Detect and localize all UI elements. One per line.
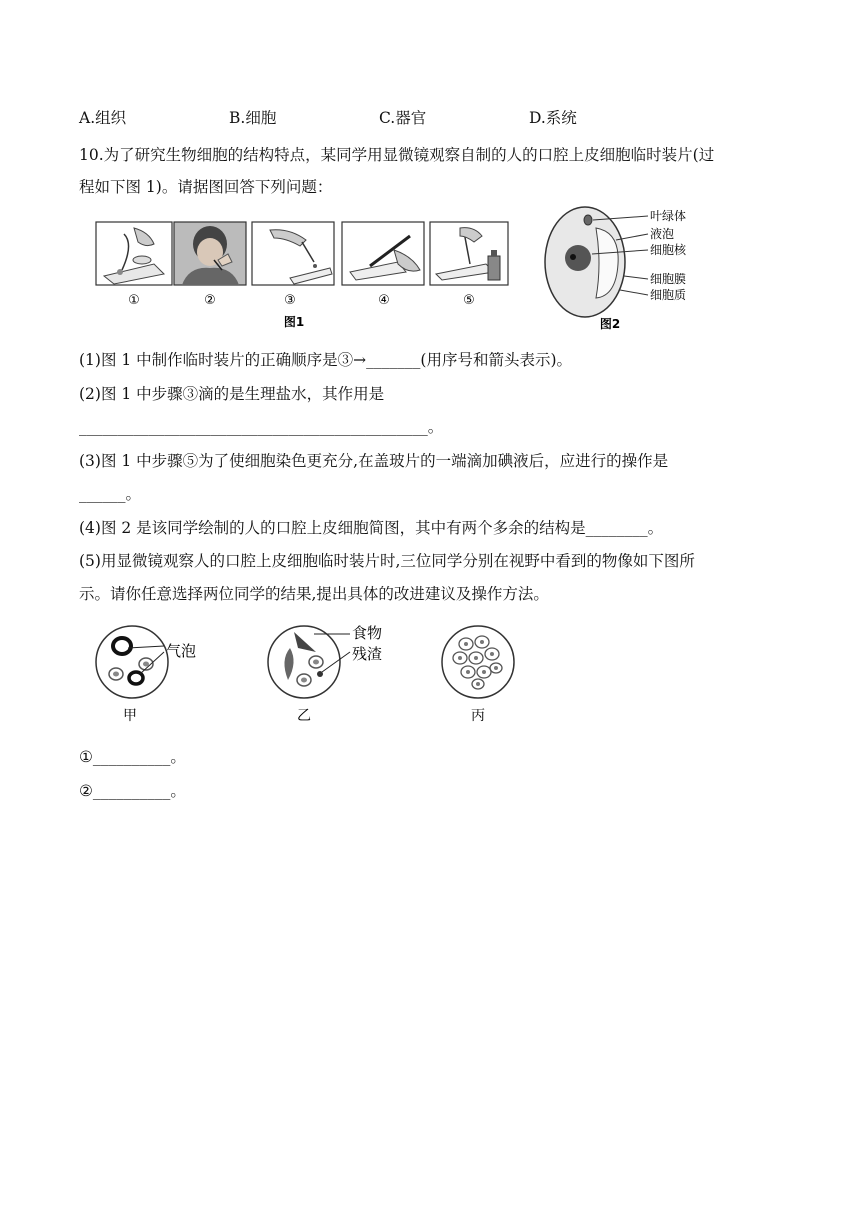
option-c: C.器官: [379, 109, 427, 127]
sub-question-5b: 示。请你任意选择两位同学的结果,提出具体的改进建议及操作方法。: [79, 585, 549, 603]
label-food-1: 食物: [352, 624, 383, 642]
option-a: A.组织: [79, 109, 127, 127]
question-line-1: 10.为了研究生物细胞的结构特点，某同学用显微镜观察自制的人的口腔上皮细胞临时装片(过: [79, 146, 715, 164]
sub-question-2b: _____________________________________________。: [79, 418, 444, 436]
sub-question-3a: (3)图 1 中步骤⑤为了使细胞染色更充分,在盖玻片的一端滴加碘液后，应进行的操作是: [79, 452, 669, 470]
view-jia: [96, 626, 196, 724]
figure-1-caption: 图1: [283, 315, 305, 329]
figure-2-caption: 图2: [599, 317, 621, 331]
step-4-panel: [342, 222, 424, 285]
label-bubble: 气泡: [166, 642, 197, 660]
figure-3: [94, 618, 554, 728]
answer-line-2: ②__________。: [79, 782, 186, 800]
figure-1: [94, 214, 534, 339]
label-chloroplast: 叶绿体: [650, 209, 687, 223]
question-line-2: 程如下图 1)。请据图回答下列问题：: [79, 178, 333, 196]
step-label-5: ⑤: [463, 293, 475, 308]
step-2-panel: [174, 222, 246, 285]
step-label-4: ④: [378, 293, 390, 308]
chloroplast: [584, 215, 592, 225]
view-bing: [442, 626, 514, 724]
sub-question-4: (4)图 2 是该同学绘制的人的口腔上皮细胞简图，其中有两个多余的结构是________。: [79, 519, 664, 537]
nucleus: [565, 245, 591, 271]
step-5-panel: [430, 222, 508, 285]
sub-question-1: (1)图 1 中制作临时装片的正确顺序是③→_______(用序号和箭头表示)。: [79, 351, 573, 369]
step-3-panel: [252, 222, 334, 285]
step-label-1: ①: [128, 293, 140, 308]
step-label-3: ③: [284, 293, 296, 308]
view-label-jia: 甲: [123, 708, 137, 724]
view-yi: [268, 624, 382, 724]
step-label-2: ②: [204, 293, 216, 308]
option-b: B.细胞: [229, 109, 277, 127]
sub-question-5a: (5)用显微镜观察人的口腔上皮细胞临时装片时,三位同学分别在视野中看到的物像如下图所: [79, 552, 695, 570]
figure-2: [540, 204, 700, 334]
label-food-2: 残渣: [352, 645, 383, 663]
answer-line-1: ①__________。: [79, 748, 186, 766]
step-1-panel: [96, 222, 172, 285]
sub-question-3b: ______。: [79, 485, 142, 503]
label-membrane: 细胞膜: [650, 272, 687, 286]
option-d: D.系统: [529, 109, 577, 127]
label-nucleus: 细胞核: [650, 243, 687, 257]
sub-question-2a: (2)图 1 中步骤③滴的是生理盐水，其作用是: [79, 385, 385, 403]
label-vacuole: 液泡: [650, 227, 675, 241]
view-label-bing: 丙: [471, 708, 485, 724]
view-label-yi: 乙: [297, 708, 311, 724]
label-cytoplasm: 细胞质: [650, 288, 687, 302]
